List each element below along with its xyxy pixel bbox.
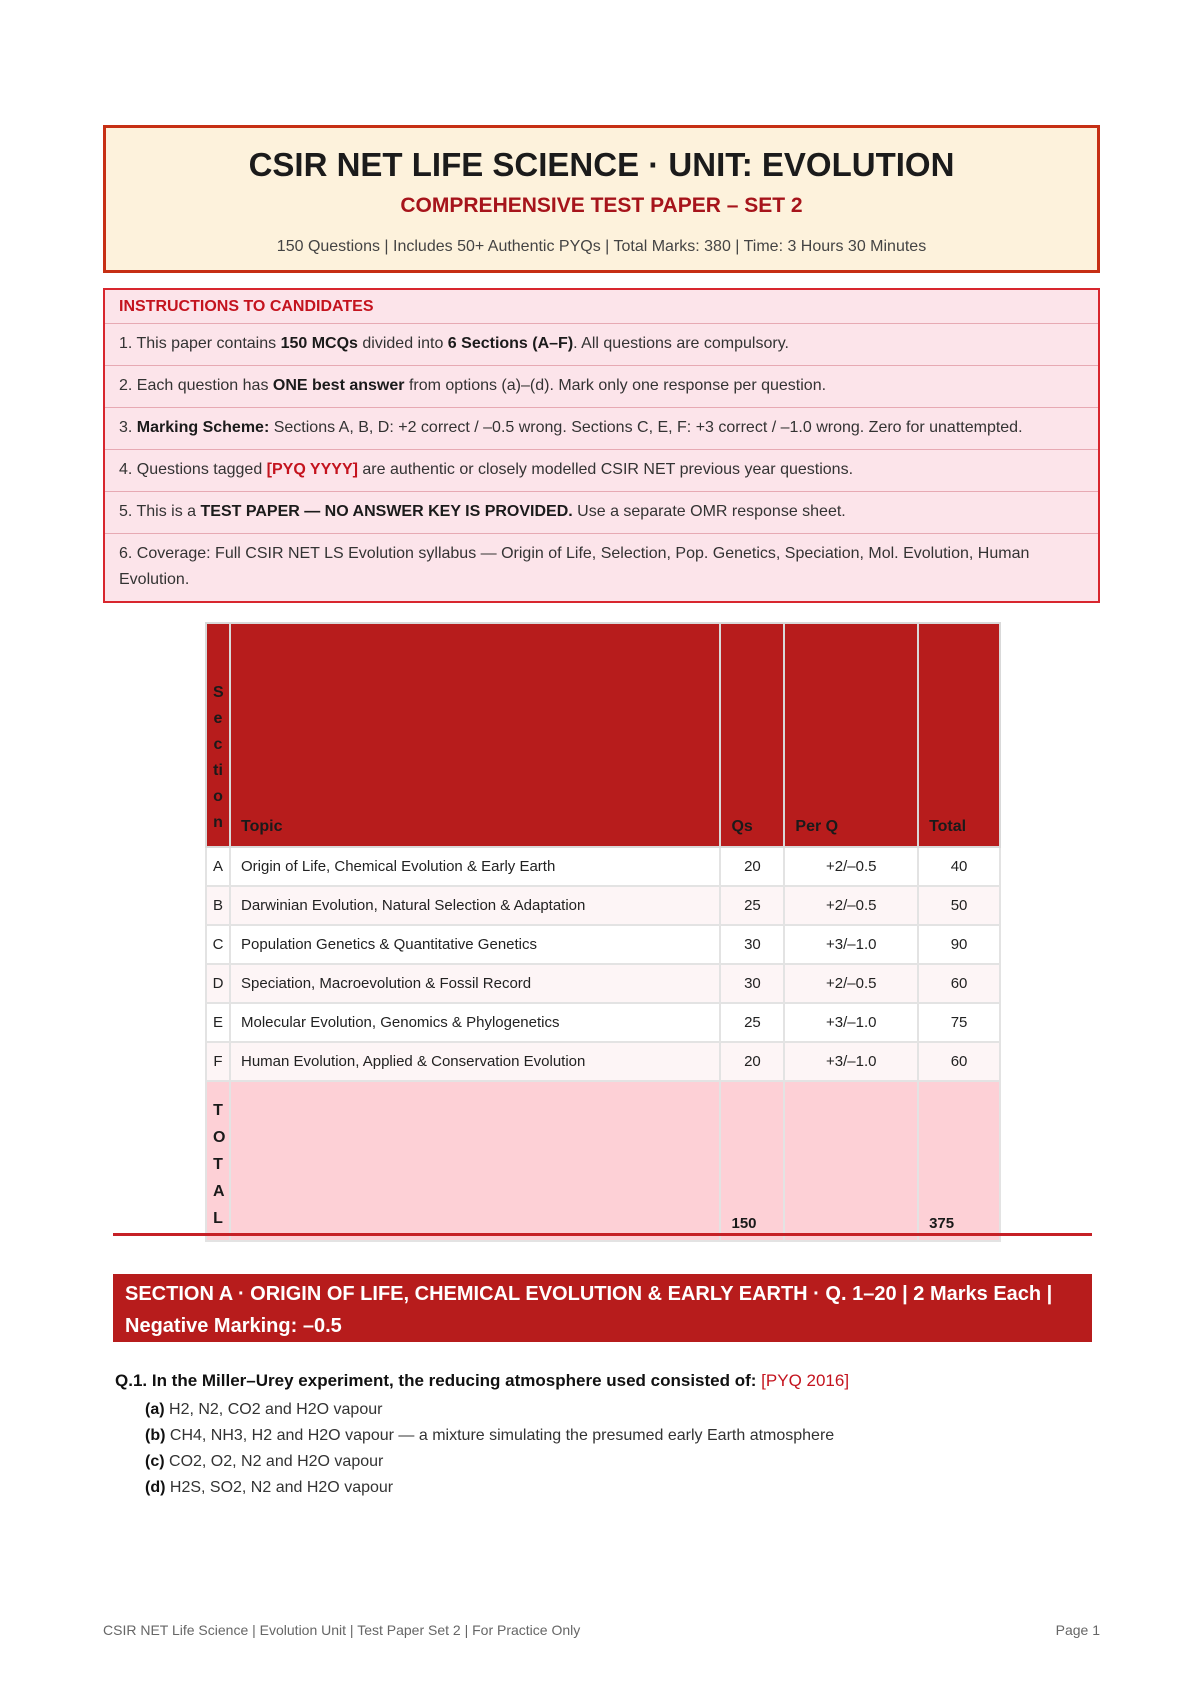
option-c: (c) CO2, O2, N2 and H2O vapour	[145, 1453, 384, 1470]
instructions-box	[103, 288, 1100, 603]
footer-text: CSIR NET Life Science | Evolution Unit | Test Paper Set 2 | For Practice Only	[103, 1622, 581, 1638]
page-number: Page 1	[1055, 1622, 1100, 1638]
total-label: TOTAL	[206, 1081, 230, 1241]
table-row: D Speciation, Macroevolution & Fossil Record 30 +2/–0.5 60	[206, 964, 1000, 1003]
pyq-tag: [PYQ 2016]	[761, 1371, 850, 1390]
question-1	[115, 1371, 1075, 1501]
instruction-item: 4. Questions tagged [PYQ YYYY] are authentic or closely modelled CSIR NET previous year questions.	[105, 450, 1098, 492]
header-qs: Qs	[720, 623, 784, 847]
header-section: Section	[206, 623, 230, 847]
table-row: C Population Genetics & Quantitative Genetics 30 +3/–1.0 90	[206, 925, 1000, 964]
title-box	[103, 125, 1100, 273]
paper-meta: 150 Questions | Includes 50+ Authentic PYQs | Total Marks: 380 | Time: 3 Hours 30 Minutes	[276, 238, 927, 255]
table-row: E Molecular Evolution, Genomics & Phylogenetics 25 +3/–1.0 75	[206, 1003, 1000, 1042]
header-perq: Per Q	[784, 623, 918, 847]
total-qs: 150	[720, 1081, 784, 1241]
table-total-row	[206, 1081, 1000, 1241]
header-total: Total	[918, 623, 1000, 847]
total-marks: 375	[918, 1081, 1000, 1241]
instruction-item: 1. This paper contains 150 MCQs divided into 6 Sections (A–F). All questions are compulsory.	[105, 324, 1098, 366]
header-topic: Topic	[230, 623, 720, 847]
section-a-banner: SECTION A · ORIGIN OF LIFE, CHEMICAL EVOLUTION & EARLY EARTH · Q. 1–20 | 2 Marks Each | Negative Marking: –0.5	[113, 1274, 1092, 1342]
instruction-item: 2. Each question has ONE best answer from options (a)–(d). Mark only one response per question.	[105, 366, 1098, 408]
pyq-tag: [PYQ YYYY]	[266, 461, 358, 478]
option-a: (a) H2, N2, CO2 and H2O vapour	[145, 1401, 383, 1418]
instruction-item: 3. Marking Scheme: Sections A, B, D: +2 correct / –0.5 wrong. Sections C, E, F: +3 correct / –1.0 wrong. Zero for unattempted.	[105, 408, 1098, 450]
section-table	[205, 622, 1001, 1242]
option-d: (d) H2S, SO2, N2 and H2O vapour	[145, 1479, 394, 1496]
table-row: A Origin of Life, Chemical Evolution & Early Earth 20 +2/–0.5 40	[206, 847, 1000, 886]
table-row: F Human Evolution, Applied & Conservation Evolution 20 +3/–1.0 60	[206, 1042, 1000, 1081]
instruction-item: 6. Coverage: Full CSIR NET LS Evolution syllabus — Origin of Life, Selection, Pop. Genetics, Speciation, Mol. Evolution, Human Evolution.	[119, 545, 1030, 588]
question-stem: Q.1. In the Miller–Urey experiment, the reducing atmosphere used consisted of: [PYQ 2016]	[115, 1371, 850, 1390]
page-footer	[103, 1622, 1100, 1638]
divider	[113, 1233, 1092, 1236]
page-title: CSIR NET LIFE SCIENCE · UNIT: EVOLUTION	[248, 146, 955, 183]
table-row: B Darwinian Evolution, Natural Selection & Adaptation 25 +2/–0.5 50	[206, 886, 1000, 925]
instruction-item: 5. This is a TEST PAPER — NO ANSWER KEY IS PROVIDED. Use a separate OMR response sheet.	[105, 492, 1098, 534]
table-header-row	[206, 623, 1000, 847]
instructions-heading: INSTRUCTIONS TO CANDIDATES	[105, 290, 1098, 324]
option-b: (b) CH4, NH3, H2 and H2O vapour — a mixture simulating the presumed early Earth atmosphere	[145, 1427, 835, 1444]
page-subtitle: COMPREHENSIVE TEST PAPER – SET 2	[400, 194, 803, 217]
